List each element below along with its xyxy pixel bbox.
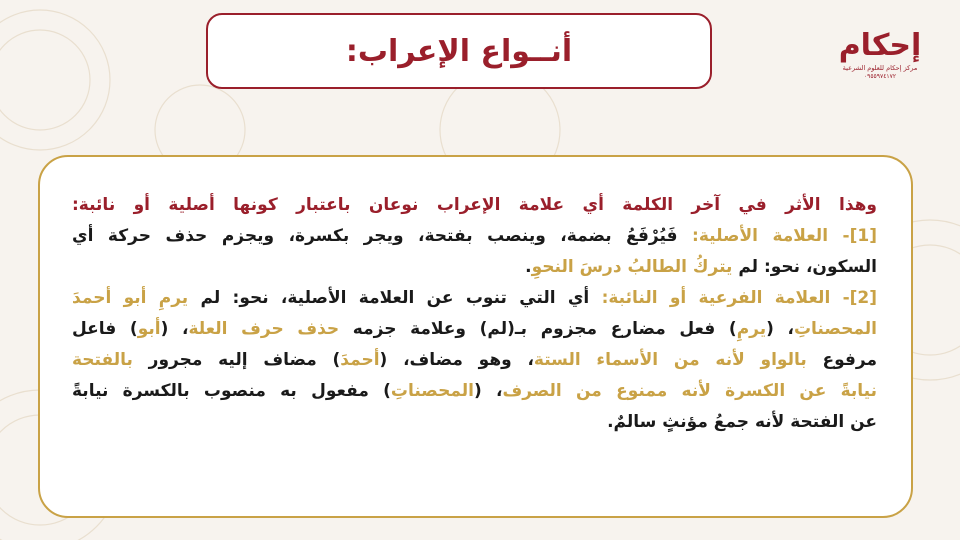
- intro-line: وهذا الأثر في آخر الكلمة أي علامة الإعراب نوعان باعتبار كونها أصلية أو نائبة:: [72, 195, 877, 215]
- s2-l4c: المحصناتِ: [390, 381, 474, 401]
- s2-l3c: ، وهو مضاف، (: [379, 350, 534, 370]
- page-title: أنــواع الإعراب:: [345, 33, 573, 69]
- s2-l2b: يرمِ: [736, 319, 767, 339]
- section2-line5: عن الفتحة لأنه جمعُ مؤنثٍ سالمٌ.: [607, 412, 877, 432]
- section1-line1: [72, 221, 877, 252]
- s2-l2f: أبو: [137, 319, 161, 339]
- section2-line1: [72, 283, 877, 314]
- section2-example: يرمِ أبو أحمدَ: [72, 288, 189, 308]
- s2-l3a: مرفوع: [822, 350, 877, 370]
- s2-l3d: أحمدَ: [340, 350, 380, 370]
- section1-line2-prefix: السكون، نحو: لم: [738, 257, 877, 277]
- section1-line2: [72, 252, 877, 283]
- logo-mark: إحكام: [838, 28, 922, 63]
- s2-l2d: حذف حرف العلة: [188, 319, 340, 339]
- logo: [838, 28, 922, 94]
- s2-l4b: ، (: [473, 381, 503, 401]
- s2-l2g: ) فاعل: [72, 319, 138, 339]
- s2-l3f: بالفتحة: [72, 350, 133, 370]
- section2-example2: المحصناتِ: [793, 319, 877, 339]
- section1-end: .: [525, 257, 532, 277]
- title-box: [206, 13, 712, 89]
- section2-text: أي التي تنوب عن العلامة الأصلية، نحو: لم: [200, 288, 590, 308]
- s2-l2c: ) فعل مضارع مجزوم بـ(لم) وعلامة جزمه: [352, 319, 737, 339]
- section1-heading: [1]- العلامة الأصلية:: [692, 226, 877, 246]
- section1-text: فَيُرْفَعُ بضمة، وينصب بفتحة، ويجر بكسرة، ويجزم حذف حركة أي: [72, 226, 678, 246]
- section2-line4: [72, 376, 877, 407]
- content-text: [72, 190, 877, 438]
- logo-subtitle: مركز إحكام للعلوم الشرعية: [842, 64, 918, 72]
- section1-example: يتركُ الطالبُ درسَ النحوِ: [531, 257, 733, 277]
- section2-heading: [2]- العلامة الفرعية أو النائبة:: [601, 288, 877, 308]
- logo-number: ٠٩٥٥٩٧٤١٧٢: [863, 73, 897, 80]
- section2-line3: [72, 345, 877, 376]
- s2-l2e: ، (: [160, 319, 189, 339]
- section2-line2: [72, 314, 877, 345]
- s2-l3b: بالواو لأنه من الأسماء الستة: [533, 350, 807, 370]
- s2-l2a: ، (: [766, 319, 794, 339]
- s2-l3e: ) مضاف إليه مجرور: [148, 350, 341, 370]
- s2-l4d: ) مفعول به منصوب بالكسرة نيابةً: [72, 381, 391, 401]
- s2-l4a: نيابةً عن الكسرة لأنه ممنوع من الصرف: [502, 381, 877, 401]
